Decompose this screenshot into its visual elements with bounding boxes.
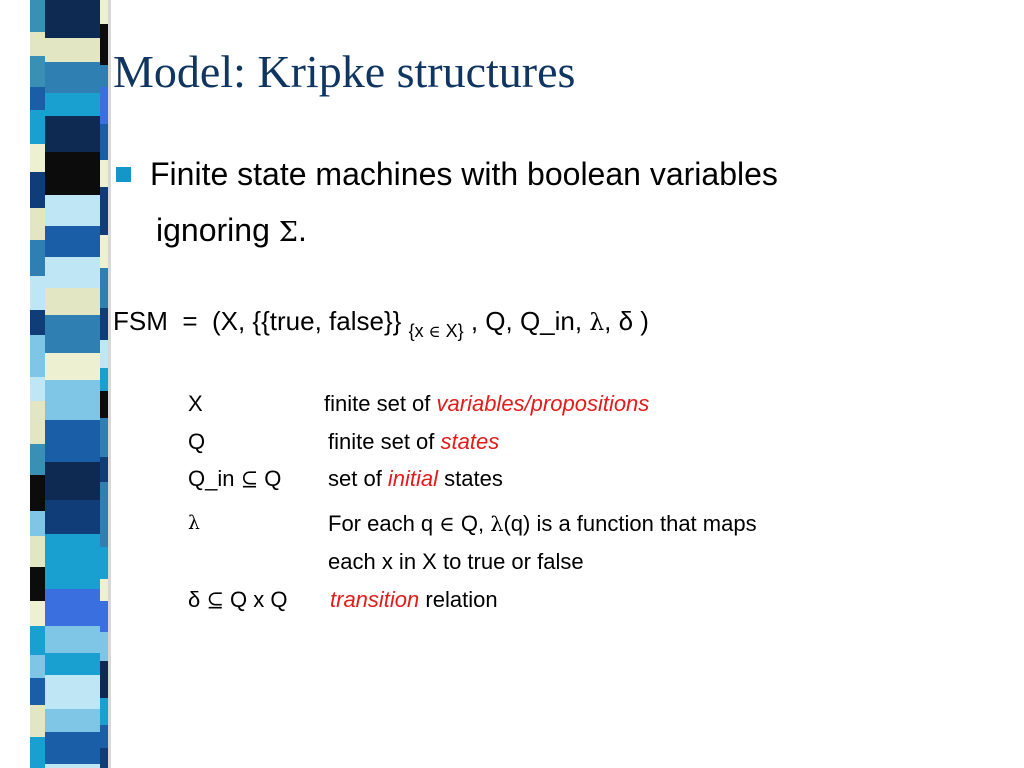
bullet-point [116,146,778,261]
definition-term [188,586,287,614]
fsm-equals: = [182,306,198,336]
slide-title: Model: Kripke structures [113,46,576,97]
fsm-tuple-start: (X, {{true, false}} [211,306,402,336]
desc-after: relation [419,587,498,612]
desc-part: For each q [328,511,440,536]
definition-description [328,510,757,538]
sigma-symbol: Σ [278,217,298,248]
definition-description [324,390,649,418]
desc-emphasis: transition [330,587,420,612]
definition-term: Q [188,429,206,454]
subset-symbol: ⊆ [206,588,224,612]
term-part: Q_in [188,466,241,491]
subset-symbol: ⊆ [240,467,259,491]
desc-plain: finite set of [324,391,437,416]
definition-description [328,428,499,456]
desc-emphasis: states [440,429,500,454]
bullet-text: Finite state machines with boolean variables [150,156,778,192]
bullet-line-1 [116,146,778,202]
term-part: δ [188,587,207,612]
desc-emphasis: initial [387,466,439,491]
lambda-symbol: λ [188,513,200,534]
lambda-symbol: λ [490,512,504,536]
desc-emphasis: variables/propositions [436,391,650,416]
element-of-symbol: ∈ [428,322,441,341]
fsm-subscript-open: {x [408,321,429,341]
desc-plain: set of [328,466,388,491]
term-part: Q [258,466,282,491]
fsm-subscript-close: X} [440,321,464,341]
bullet-period: . [297,212,307,248]
fsm-label: FSM [113,306,168,336]
fsm-subscript [409,321,464,341]
lambda-symbol: λ [589,308,605,336]
fsm-tuple-middle: , Q, Q_in, [463,306,590,336]
desc-plain: finite set of [328,429,441,454]
desc-after: states [438,466,503,491]
bullet-line-2 [116,202,778,261]
element-of-symbol: ∈ [439,512,455,536]
definition-description [330,586,498,614]
desc-part: Q, [454,511,491,536]
decorative-stripe [0,0,120,768]
bullet-text-cont: ignoring [156,212,279,248]
fsm-definition [113,304,649,342]
definition-description-cont: each x in X to true or false [328,549,584,574]
definition-description [328,465,503,493]
fsm-tuple-end: , δ ) [604,306,649,336]
desc-part: (q) is a function that maps [503,511,757,536]
square-bullet-icon [116,167,131,182]
definition-term: X [188,391,203,416]
term-part: Q x Q [223,587,288,612]
definition-term [188,465,281,493]
